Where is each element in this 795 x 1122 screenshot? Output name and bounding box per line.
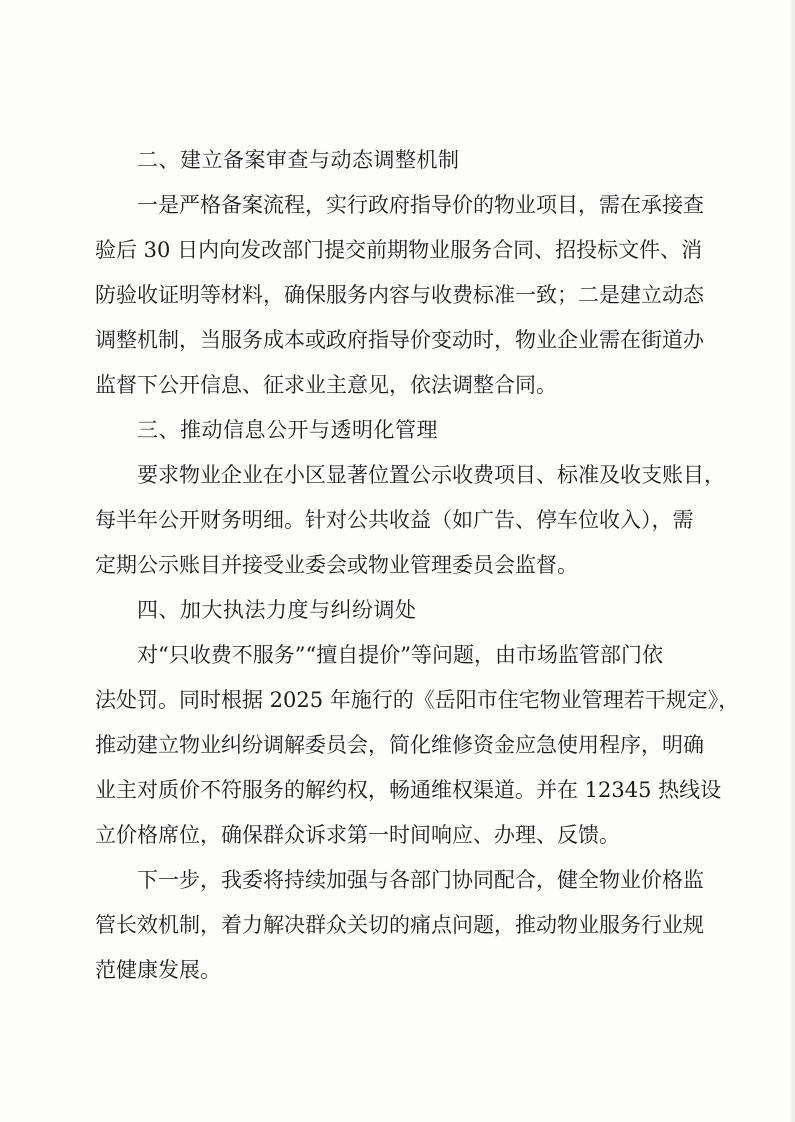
page-edge-shadow <box>789 0 795 1122</box>
paragraph-line: 法处罚。同时根据 2025 年施行的《岳阳市住宅物业管理若干规定》， <box>95 688 740 712</box>
paragraph-line: 一是严格备案流程，实行政府指导价的物业项目，需在承接查 <box>137 193 704 217</box>
paragraph-line: 验后 30 日内向发改部门提交前期物业服务合同、招投标文件、消 <box>95 238 703 262</box>
section-heading-4: 四、加大执法力度与纠纷调处 <box>137 598 417 622</box>
section-heading-2: 二、建立备案审查与动态调整机制 <box>137 148 460 172</box>
paragraph-line: 监督下公开信息、征求业主意见，依法调整合同。 <box>95 373 557 397</box>
paragraph-line: 业主对质价不符服务的解约权，畅通维权渠道。并在 12345 热线设 <box>95 778 722 802</box>
paragraph-line: 下一步，我委将持续加强与各部门协同配合，健全物业价格监 <box>137 868 704 892</box>
paragraph-line: 对“只收费不服务”“擅自提价”等问题，由市场监管部门依 <box>137 643 663 667</box>
paragraph-line: 调整机制，当服务成本或政府指导价变动时，物业企业需在街道办 <box>95 328 704 352</box>
paragraph-line: 立价格席位，确保群众诉求第一时间响应、办理、反馈。 <box>95 823 620 847</box>
paragraph-line: 推动建立物业纠纷调解委员会，简化维修资金应急使用程序，明确 <box>95 733 704 757</box>
paragraph-line: 每半年公开财务明细。针对公共收益（如广告、停车位收入），需 <box>95 508 694 532</box>
section-heading-3: 三、推动信息公开与透明化管理 <box>137 418 438 442</box>
paragraph-line: 范健康发展。 <box>95 958 221 982</box>
paragraph-line: 要求物业企业在小区显著位置公示收费项目、标准及收支账目， <box>137 463 725 487</box>
paragraph-line: 定期公示账目并接受业委会或物业管理委员会监督。 <box>95 553 578 577</box>
paragraph-line: 防验收证明等材料，确保服务内容与收费标准一致；二是建立动态 <box>95 283 704 307</box>
paragraph-line: 管长效机制，着力解决群众关切的痛点问题，推动物业服务行业规 <box>95 913 704 937</box>
